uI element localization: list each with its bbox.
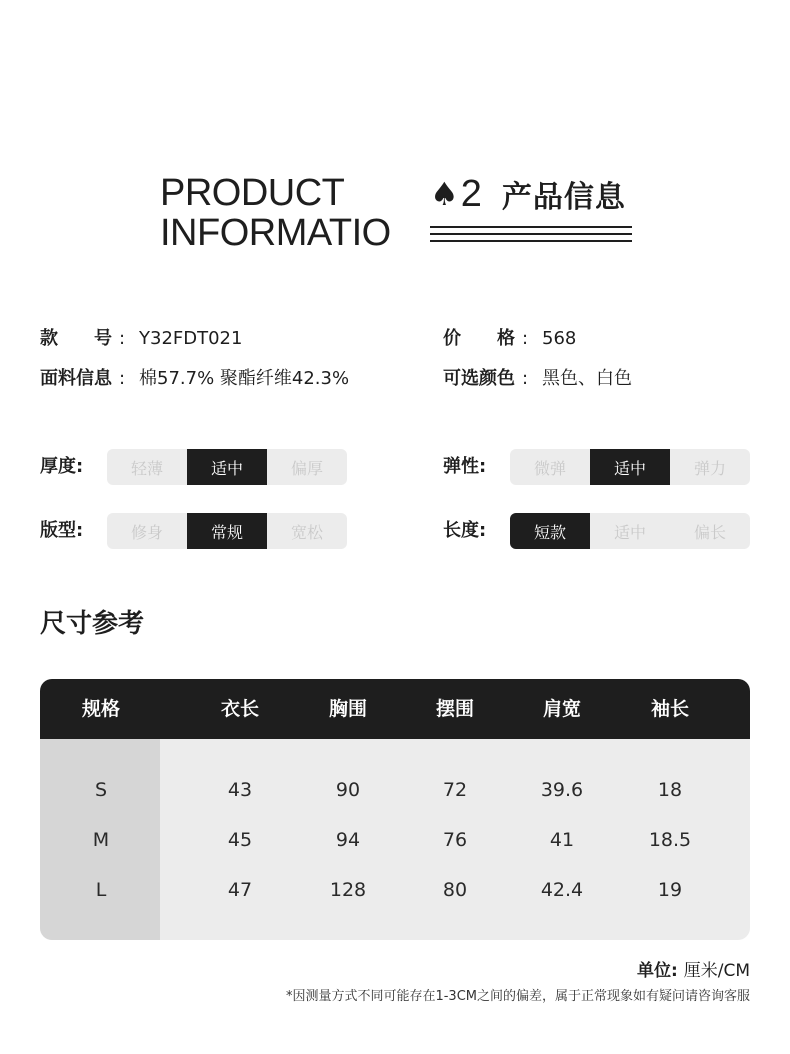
table-cell: 128 bbox=[329, 879, 367, 901]
table-cell: 90 bbox=[335, 779, 361, 801]
table-cell: 42.4 bbox=[540, 879, 584, 901]
divider-line bbox=[430, 226, 632, 228]
unit-label: 单位: bbox=[637, 961, 678, 981]
price-value: 568 bbox=[542, 328, 577, 349]
table-cell-size: M bbox=[92, 829, 110, 851]
english-title bbox=[160, 173, 391, 253]
length-label: 长度: bbox=[443, 520, 487, 541]
table-cell: 18.5 bbox=[648, 829, 692, 851]
style-no-colon: : bbox=[119, 328, 126, 349]
style-no-value: Y32FDT021 bbox=[139, 328, 243, 349]
measurement-disclaimer: *因测量方式不同可能存在1-3CM之间的偏差，属于正常现象如有疑问请咨询客服 bbox=[285, 989, 750, 1004]
size-table bbox=[40, 679, 750, 940]
size-section-title: 尺寸参考 bbox=[40, 609, 145, 639]
table-cell: 80 bbox=[442, 879, 468, 901]
length-option-long: 偏长 bbox=[693, 522, 726, 542]
table-cell-size: L bbox=[95, 879, 107, 901]
table-cell: 43 bbox=[227, 779, 253, 801]
heading-underline bbox=[430, 226, 632, 242]
spade-icon: ♠ bbox=[430, 175, 459, 213]
table-cell: 19 bbox=[657, 879, 683, 901]
thickness-option-medium: 适中 bbox=[187, 449, 267, 485]
column-header-spec: 规格 bbox=[81, 698, 121, 720]
table-cell: 72 bbox=[442, 779, 468, 801]
style-no-label: 款 号 bbox=[40, 328, 112, 349]
colors-value: 黑色、白色 bbox=[542, 368, 632, 389]
column-header-chest: 胸围 bbox=[328, 698, 368, 720]
table-cell: 76 bbox=[442, 829, 468, 851]
table-cell: 39.6 bbox=[540, 779, 584, 801]
table-cell: 47 bbox=[227, 879, 253, 901]
elasticity-option-medium: 适中 bbox=[590, 449, 670, 485]
thickness-option-thick: 偏厚 bbox=[290, 458, 323, 478]
column-header-sleeve: 袖长 bbox=[650, 698, 690, 720]
table-header bbox=[40, 679, 750, 739]
length-option-medium: 适中 bbox=[613, 522, 646, 542]
length-option-short: 短款 bbox=[510, 513, 590, 549]
section-number: 2 bbox=[460, 172, 482, 215]
thickness-selector bbox=[107, 449, 347, 485]
unit-value: 厘米/CM bbox=[683, 961, 750, 981]
elasticity-label: 弹性: bbox=[443, 456, 487, 477]
table-cell: 94 bbox=[335, 829, 361, 851]
fabric-colon: : bbox=[119, 368, 126, 389]
elasticity-option-stretch: 弹力 bbox=[693, 458, 726, 478]
divider-line bbox=[430, 240, 632, 242]
elasticity-selector bbox=[510, 449, 750, 485]
column-header-shoulder: 肩宽 bbox=[542, 698, 582, 720]
divider-line bbox=[430, 233, 632, 235]
fit-option-regular: 常规 bbox=[187, 513, 267, 549]
table-cell: 45 bbox=[227, 829, 253, 851]
fit-option-loose: 宽松 bbox=[290, 522, 323, 542]
unit-note bbox=[637, 959, 750, 983]
colors-colon: : bbox=[522, 368, 529, 389]
elasticity-option-slight: 微弹 bbox=[533, 458, 566, 478]
table-cell-size: S bbox=[94, 779, 108, 801]
fabric-value: 棉57.7% 聚酯纤维42.3% bbox=[139, 368, 350, 389]
column-header-hem: 摆围 bbox=[435, 698, 475, 720]
fabric-label: 面料信息 bbox=[40, 368, 112, 389]
table-cell: 18 bbox=[657, 779, 683, 801]
fit-label: 版型: bbox=[40, 520, 84, 541]
chinese-title: 产品信息 bbox=[501, 180, 626, 215]
price-label: 价 格 bbox=[443, 328, 515, 349]
english-title-line-2: INFORMATIO bbox=[160, 212, 391, 254]
colors-label: 可选颜色 bbox=[443, 368, 515, 389]
column-header-length: 衣长 bbox=[220, 698, 260, 720]
thickness-label: 厚度: bbox=[40, 456, 84, 477]
english-title-line-1: PRODUCT bbox=[160, 172, 345, 214]
price-colon: : bbox=[522, 328, 529, 349]
section-heading bbox=[430, 172, 632, 247]
thickness-option-thin: 轻薄 bbox=[130, 458, 163, 478]
fit-selector bbox=[107, 513, 347, 549]
fit-option-slim: 修身 bbox=[130, 522, 163, 542]
length-selector bbox=[510, 513, 750, 549]
table-cell: 41 bbox=[549, 829, 575, 851]
